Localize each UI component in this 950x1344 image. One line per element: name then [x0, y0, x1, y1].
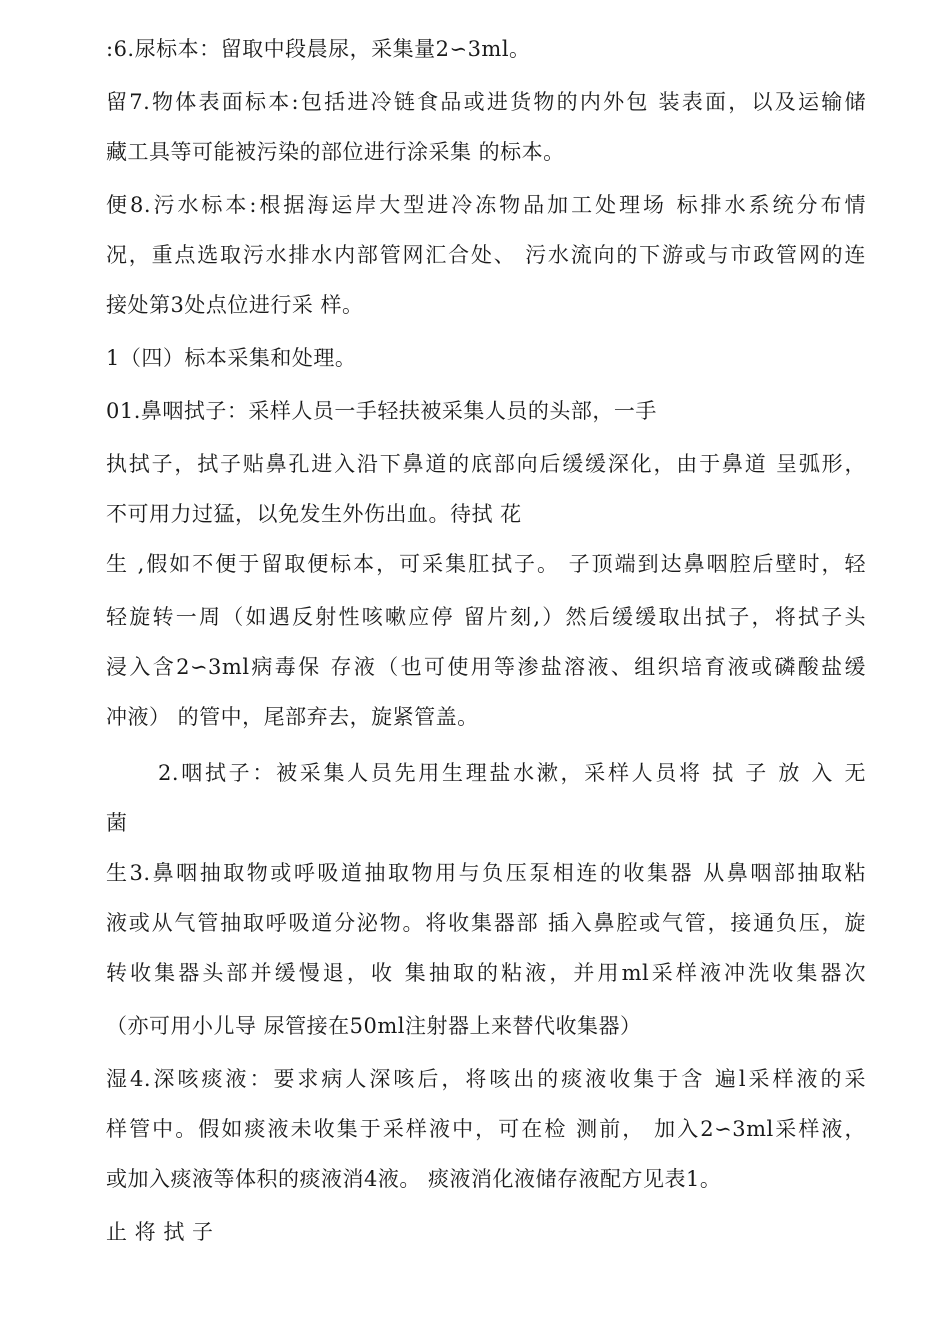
text-line-2: 留7.物体表面标本:包括进冷链食品或进货物的内外包 装表面，以及运输储	[106, 90, 866, 114]
text-line-4: 便8.污水标本:根据海运岸大型进冷冻物品加工处理场 标排水系统分布情	[106, 193, 866, 217]
text-line-15: 2.咽拭子：被采集人员先用生理盐水漱，采样人员将 拭 子 放 入 无	[158, 761, 866, 785]
text-line-8: 01.鼻咽拭子：采样人员一手轻扶被采集人员的头部，一手	[106, 399, 657, 423]
text-line-20: （亦可用小儿导 尿管接在50ml注射器上来替代收集器）	[106, 1014, 642, 1038]
text-line-11: 生 ,假如不便于留取便标本，可采集肛拭子。 子顶端到达鼻咽腔后壁时，轻	[106, 552, 866, 576]
text-line-17: 生3.鼻咽抽取物或呼吸道抽取物用与负压泵相连的收集器 从鼻咽部抽取粘	[106, 861, 866, 885]
text-line-9: 执拭子，拭子贴鼻孔进入沿下鼻道的底部向后缓缓深化，由于鼻道 呈弧形，	[106, 452, 866, 476]
text-line-16: 菌	[106, 811, 128, 835]
text-line-22: 样管中。假如痰液未收集于采样液中，可在检 测前， 加入2∽3ml采样液，	[106, 1117, 866, 1141]
text-line-23: 或加入痰液等体积的痰液消4液。 痰液消化液储存液配方见表1。	[106, 1167, 722, 1191]
text-line-1: :6.尿标本：留取中段晨尿，采集量2∽3ml。	[106, 37, 531, 61]
text-line-5: 况，重点选取污水排水内部管网汇合处、 污水流向的下游或与市政管网的连	[106, 243, 866, 267]
text-line-13: 浸入含2∽3ml病毒保 存液（也可使用等渗盐溶液、组织培育液或磷酸盐缓	[106, 655, 866, 679]
text-line-24: 止 将 拭 子	[106, 1220, 214, 1244]
text-line-19: 转收集器头部并缓慢退，收 集抽取的粘液，并用ml采样液冲洗收集器次	[106, 961, 866, 985]
text-line-6: 接处第3处点位进行采 样。	[106, 293, 364, 317]
text-line-18: 液或从气管抽取呼吸道分泌物。将收集器部 插入鼻腔或气管，接通负压，旋	[106, 911, 866, 935]
text-line-21: 湿4.深咳痰液：要求病人深咳后，将咳出的痰液收集于含 遍l采样液的采	[106, 1067, 866, 1091]
text-line-14: 冲液） 的管中，尾部弃去，旋紧管盖。	[106, 705, 479, 729]
text-line-12: 轻旋转一周（如遇反射性咳嗽应停 留片刻,）然后缓缓取出拭子，将拭子头	[106, 605, 866, 629]
text-line-10: 不可用力过猛，以免发生外伤出血。待拭 花	[106, 502, 522, 526]
text-line-7: 1（四）标本采集和处理。	[106, 346, 357, 370]
text-line-3: 藏工具等可能被污染的部位进行涂采集 的标本。	[106, 140, 565, 164]
